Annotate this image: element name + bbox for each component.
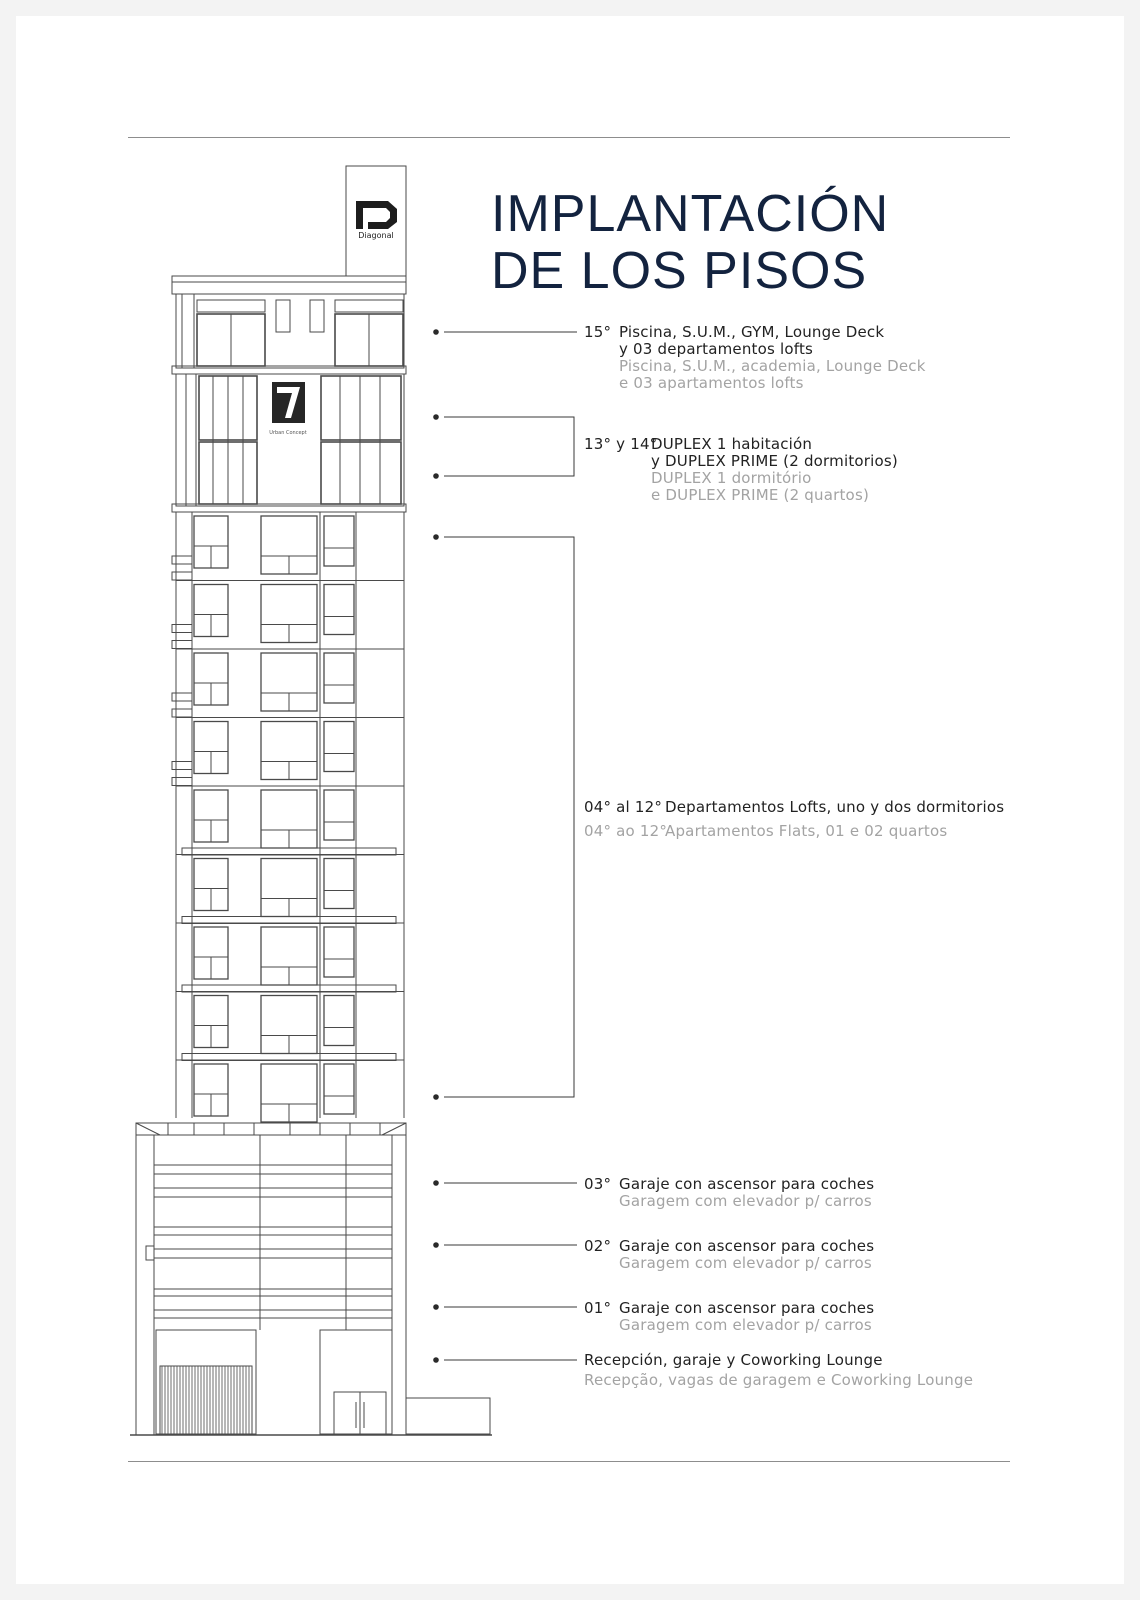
urban-concept-sign-text: Urban Concept	[269, 430, 307, 436]
leader-dot	[433, 534, 439, 540]
leader-dot	[433, 414, 439, 420]
podium-cornice-miter	[382, 1123, 406, 1135]
floor-description	[619, 1300, 874, 1334]
floor-15-transom	[335, 300, 403, 312]
description-pt: DUPLEX 1 dormitório	[651, 469, 812, 487]
floor-number: 15°	[584, 323, 612, 341]
floor-description	[619, 1238, 874, 1272]
floor-description	[619, 1176, 874, 1210]
description-es: y DUPLEX PRIME (2 dormitorios)	[651, 452, 898, 470]
podium-cornice-miter	[136, 1123, 160, 1135]
garage-louver-band	[154, 1174, 392, 1188]
podium-block	[136, 1135, 406, 1435]
leader-dot	[433, 1094, 439, 1100]
leader-dot	[433, 1180, 439, 1186]
description-es: Garaje con ascensor para coches	[619, 1299, 875, 1317]
description-pt: Apartamentos Flats, 01 e 02 quartos	[665, 822, 948, 840]
urban-concept-sign	[269, 382, 306, 436]
floor-number: 04° al 12°	[584, 798, 663, 816]
leader-line	[444, 537, 574, 1097]
leader-dot	[433, 1304, 439, 1310]
floor-number: 13° y 14°	[584, 435, 658, 453]
title-line-1: IMPLANTACIÓN	[491, 185, 890, 243]
leader-dot	[433, 473, 439, 479]
terrace-slab	[182, 1054, 396, 1061]
balcony-slab	[172, 709, 192, 717]
roof-parapet	[172, 276, 406, 294]
leader-line	[444, 417, 574, 476]
description-es: Piscina, S.U.M., GYM, Lounge Deck	[619, 323, 885, 341]
garage-louver-band	[154, 1235, 392, 1249]
floor-description	[665, 799, 1004, 840]
balcony-slab	[172, 762, 192, 770]
floor-description	[619, 324, 926, 392]
floor-15-transom	[197, 300, 265, 312]
floor-description	[651, 436, 898, 504]
description-pt: e DUPLEX PRIME (2 quartos)	[651, 486, 870, 504]
typical-window-right	[324, 996, 354, 1046]
duplex-window-upper-right	[321, 376, 401, 440]
diagonal-logo	[356, 201, 397, 240]
description-es: Departamentos Lofts, uno y dos dormitorios	[665, 798, 1005, 816]
diagonal-logo-mark	[356, 201, 397, 229]
leader-dot	[433, 1242, 439, 1248]
typical-window-right	[324, 653, 354, 703]
typical-window-right	[324, 1064, 354, 1114]
podium-vent	[146, 1246, 154, 1260]
typical-window-right	[324, 722, 354, 772]
description-es: Garaje con ascensor para coches	[619, 1237, 875, 1255]
floor-number: 03°	[584, 1175, 612, 1193]
description-pt: Garagem com elevador p/ carros	[619, 1192, 872, 1210]
description-es: DUPLEX 1 habitación	[651, 435, 813, 453]
diagonal-logo-text: Diagonal	[358, 231, 394, 240]
typical-window-right	[324, 927, 354, 977]
floor-15-small-window	[276, 300, 290, 332]
description-es: Garaje con ascensor para coches	[619, 1175, 875, 1193]
terrace-slab	[182, 848, 396, 855]
floor-leader-lines	[433, 329, 577, 1363]
typical-window-right	[324, 585, 354, 635]
garage-louver-band	[154, 1296, 392, 1310]
typical-window-right	[324, 516, 354, 566]
floor-15-small-window	[310, 300, 324, 332]
balcony-slab	[172, 556, 192, 564]
description-pt: Recepção, vagas de garagem e Coworking Lounge	[584, 1371, 974, 1389]
typical-window-right	[324, 859, 354, 909]
street-planter	[406, 1398, 490, 1434]
floor-15-slab	[172, 366, 406, 374]
terrace-slab	[182, 985, 396, 992]
duplex-window-lower-right	[321, 442, 401, 504]
balcony-slab	[172, 572, 192, 580]
description-pt: Piscina, S.U.M., academia, Lounge Deck	[619, 357, 926, 375]
description-pt: Garagem com elevador p/ carros	[619, 1254, 872, 1272]
typical-window-right	[324, 790, 354, 840]
description-es: Recepción, garaje y Coworking Lounge	[584, 1351, 883, 1369]
description-es: y 03 departamentos lofts	[619, 340, 814, 358]
floor-number: 01°	[584, 1299, 612, 1317]
duplex-slab	[172, 504, 406, 512]
balcony-slab	[172, 625, 192, 633]
title-line-2: DE LOS PISOS	[491, 242, 868, 300]
terrace-slab	[182, 917, 396, 924]
description-pt: Garagem com elevador p/ carros	[619, 1316, 872, 1334]
floor-number: 02°	[584, 1237, 612, 1255]
balcony-slab	[172, 693, 192, 701]
description-pt: e 03 apartamentos lofts	[619, 374, 804, 392]
floor-number-pt: 04° ao 12°	[584, 822, 668, 840]
leader-dot	[433, 1357, 439, 1363]
balcony-slab	[172, 778, 192, 786]
leader-dot	[433, 329, 439, 335]
balcony-slab	[172, 641, 192, 649]
floor-description	[584, 1352, 973, 1389]
podium-cornice	[136, 1123, 406, 1135]
